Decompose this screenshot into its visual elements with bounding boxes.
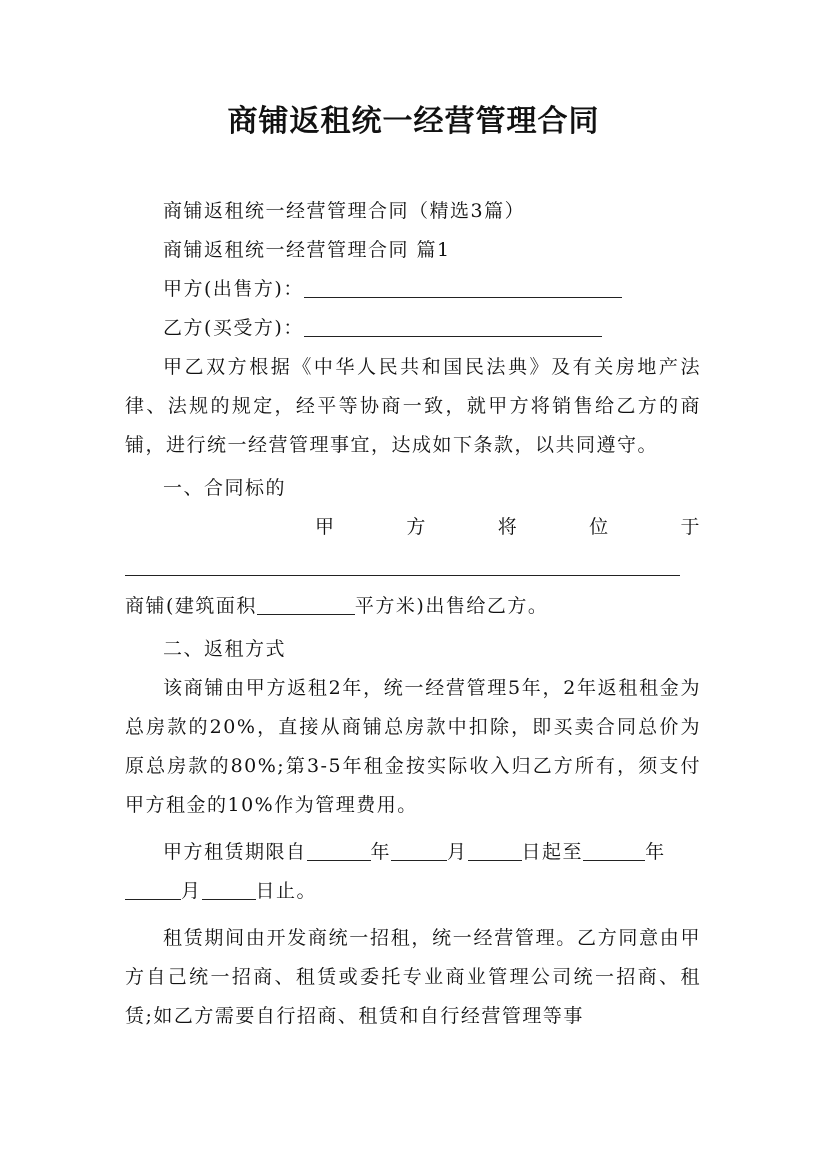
intro-paragraph: 甲乙双方根据《中华人民共和国民法典》及有关房地产法律、法规的规定，经平等协商一致，就甲方将销售给乙方的商铺，进行统一经营管理事宜，达成如下条款，以共同遵守。	[125, 356, 701, 456]
day-end-label: 日止。	[255, 880, 318, 902]
day-to-label: 日起至	[521, 841, 584, 863]
month2-label: 月	[181, 880, 202, 902]
year2-blank	[583, 838, 645, 861]
section2-paragraph-3: 租赁期间由开发商统一招租，统一经营管理。乙方同意由甲方自己统一招商、租赁或委托专业商业管理公司统一招商、租赁;如乙方需要自行招商、租赁和自行经营管理等事	[125, 927, 701, 1027]
part-title: 商铺返租统一经营管理合同 篇1	[163, 239, 451, 261]
spread-char: 甲	[315, 516, 336, 538]
party-b-label: 乙方(买受方)：	[163, 317, 304, 339]
month-label: 月	[447, 841, 468, 863]
subtitle: 商铺返租统一经营管理合同（精选3篇）	[163, 200, 526, 222]
month2-blank	[125, 877, 181, 900]
document-title: 商铺返租统一经营管理合同	[227, 104, 600, 139]
area-blank	[257, 592, 355, 615]
year-label: 年	[370, 841, 392, 863]
party-a-blank	[304, 275, 622, 298]
section2-title: 二、返租方式	[163, 638, 287, 660]
spread-char: 将	[497, 516, 519, 538]
section2-paragraph: 该商铺由甲方返租2年，统一经营管理5年，2年返租租金为总房款的20%，直接从商铺总房款中扣除，即买卖合同总价为原总房款的80%;第3-5年租金按实际收入归乙方所有，须支付甲方租金的10%作为管理费用。	[125, 677, 701, 816]
shop-suffix: 平方米)出售给乙方。	[354, 595, 549, 617]
lease-term-line	[125, 833, 701, 872]
spread-char: 位	[589, 516, 610, 538]
lease-term-line-2	[125, 872, 701, 911]
year-blank	[307, 838, 371, 861]
document-body	[125, 192, 701, 1036]
party-b-line	[125, 309, 701, 348]
shop-prefix: 商铺(建筑面积	[125, 595, 257, 617]
month-blank	[391, 838, 447, 861]
party-a-label: 甲方(出售方)：	[163, 278, 304, 300]
spread-char: 于	[680, 516, 701, 538]
day-blank	[468, 838, 522, 861]
section1-title: 一、合同标的	[163, 477, 287, 499]
location-blank-line	[125, 547, 680, 576]
spread-char: 方	[406, 516, 427, 538]
year2-label: 年	[645, 841, 666, 863]
lease-prefix: 甲方租赁期限自	[163, 841, 307, 863]
day2-blank	[202, 877, 256, 900]
shop-area-line	[125, 587, 701, 626]
section1-spread-line	[125, 508, 701, 547]
party-a-line	[125, 270, 701, 309]
party-b-blank	[304, 314, 602, 337]
